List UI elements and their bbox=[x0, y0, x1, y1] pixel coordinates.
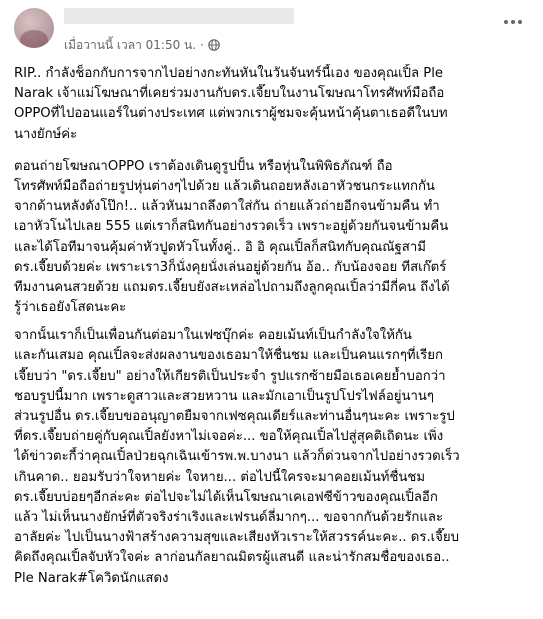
body-line: และได้โอทีมาจนคุ้มค่าหัวปูดหัวโนทั้งคู่.. อิ อิ คุณเปิ้ลก็สนิทกับคุณณัฐสามี bbox=[14, 239, 426, 255]
body-line: ที่ดร.เจี๊ยบถ่ายคู่กับคุณเปิ้ลยังหาไม่เจอค่ะ... ขอให้คุณเปิ้ลไปสู่สุคติเถิดนะ เพิ่ง bbox=[14, 429, 444, 445]
body-line: Narak เจ้าแม่โฆษณาที่เคยร่วมงานกับดร.เจี๊ยบในงานโฆษณาโทรศัพท์มือถือ bbox=[14, 86, 445, 102]
post-meta bbox=[64, 37, 220, 53]
body-line: แล้ว ไม่เห็นนางยักษ์ที่ตัวจริงร่าเริงและเฟรนด์ลี่มากๆ... ขอจากกันด้วยรักและ bbox=[14, 509, 444, 525]
body-line: RIP.. กำลังช็อกกับการจากไปอย่างกะทันหันในวันจันทร์นี้เอง ของคุณเปิ้ล Ple bbox=[14, 66, 443, 81]
body-line: ได้ข่าวตะกี้ว่าคุณเปิ้ลป่วยฉุกเฉินเข้ารพ.พ.บางนา แล้วก็ด่วนจากไปอย่างรวดเร็ว bbox=[14, 449, 460, 465]
body-line: ดร.เจี๊ยบด้วยค่ะ เพราะเรา3ก็นั่งคุยนั่งเล่นอยู่ด้วยกัน อ้อ.. กับน้องจอย ทีสเก๊ตร์ bbox=[14, 259, 447, 275]
body-line: เจี๊ยบว่า "ดร.เจี๊ยบ" อย่างให้เกียรติเป็นประจำ รูปแรกซ้ายมือเธอเคยย้ำบอกว่า bbox=[14, 368, 446, 384]
body-line: ดร.เจี๊ยบบ่อยๆอีกล่ะคะ ต่อไปจะไม่ได้เห็นโฆษณาเคเอฟซีข้าวของคุณเปิ้ลอีก bbox=[14, 489, 438, 505]
body-line: นางยักษ์ค่ะ bbox=[14, 126, 78, 142]
more-options-icon[interactable] bbox=[501, 16, 525, 28]
paragraph-2 bbox=[14, 157, 530, 319]
meta-separator: · bbox=[200, 38, 204, 52]
body-line: เกินคาด.. ยอมรับว่าใจหายค่ะ ใจหาย... ต่อไปนี้ใครจะมาคอยเม้นท์ชื่นชม bbox=[14, 469, 426, 485]
paragraph-1 bbox=[14, 64, 530, 145]
body-line: OPPOที่ไปออนแอร์ในต่างประเทศ แต่พวกเราผู้ชมจะคุ้นหน้าคุ้นตาเธอดีในบท bbox=[14, 106, 448, 122]
body-line: อาลัยค่ะ ไปเป็นนางฟ้าสร้างความสุขและเสียงหัวเราะให้สวรรค์นะคะ.. ดร.เจี๊ยบ bbox=[14, 530, 459, 546]
globe-icon[interactable] bbox=[208, 39, 220, 51]
post-timestamp[interactable]: เมื่อวานนี้ เวลา 01:50 น. bbox=[64, 37, 197, 52]
post-header bbox=[14, 6, 529, 62]
body-line: ตอนถ่ายโฆษณาOPPO เราต้องเดินดูรูปปั้น หรือหุ่นในพิพิธภัณฑ์ ถือ bbox=[14, 158, 393, 174]
body-line: จากด้านหลังดังโป๊ก!.. แล้วหันมาถลึงตาใส่กัน ถ่ายแล้วถ่ายอีกจนข้ามคืน ทำ bbox=[14, 199, 440, 215]
author-avatar[interactable] bbox=[14, 8, 54, 48]
body-line: ทีมงานคนสวยด้วย แถมดร.เจี๊ยบยังสะเหล่อไปถามถึงลูกคุณเปิ้ลว่ามีกี่คน ถึงได้ bbox=[14, 279, 450, 295]
hashtag-line[interactable]: Ple Narak#โควิดนักแสดง bbox=[14, 570, 169, 586]
author-name-redacted[interactable] bbox=[64, 8, 294, 24]
body-line: รู้ว่าเธอยังโสดนะคะ bbox=[14, 300, 127, 316]
body-line: ชอบรูปนี้มาก เพราะดูสาวและสวยหวาน และมักเอาเป็นรูปโปรไฟล์อยู่นานๆ bbox=[14, 388, 435, 404]
body-line: จากนั้นเราก็เป็นเพื่อนกันต่อมาในเฟซบุ๊กค่ะ คอยเม้นท์เป็นกำลังใจให้กัน bbox=[14, 328, 412, 344]
paragraph-gap bbox=[14, 318, 530, 326]
body-line: โทรศัพท์มือถือถ่ายรูปหุ่นต่างๆไปด้วย แล้วเดินถอยหลังเอาหัวชนกระแทกกัน bbox=[14, 178, 435, 194]
paragraph-3 bbox=[14, 326, 530, 588]
body-line: และกันเสมอ คุณเปิ้ลจะส่งผลงานของเธอมาให้ชื่นชม และเป็นคนแรกๆที่เรียก bbox=[14, 348, 443, 364]
body-line: คิดถึงคุณเปิ้ลจับหัวใจค่ะ ลาก่อนกัลยาณมิตรผู้แสนดี และน่ารักสมชื่อของเธอ.. bbox=[14, 550, 450, 566]
body-line: เอาหัวโนไปเลย 555 แต่เราก็สนิทกันอย่างรวดเร็ว เพราะอยู่ด้วยกันจนข้ามคืน bbox=[14, 219, 449, 235]
post-body bbox=[14, 64, 530, 589]
body-line: ส่วนรูปอื่น ดร.เจี๊ยบขออนุญาตยืมจากเฟซคุณเดียร์และท่านอื่นๆนะคะ เพราะรูป bbox=[14, 409, 455, 424]
paragraph-gap bbox=[14, 145, 530, 157]
